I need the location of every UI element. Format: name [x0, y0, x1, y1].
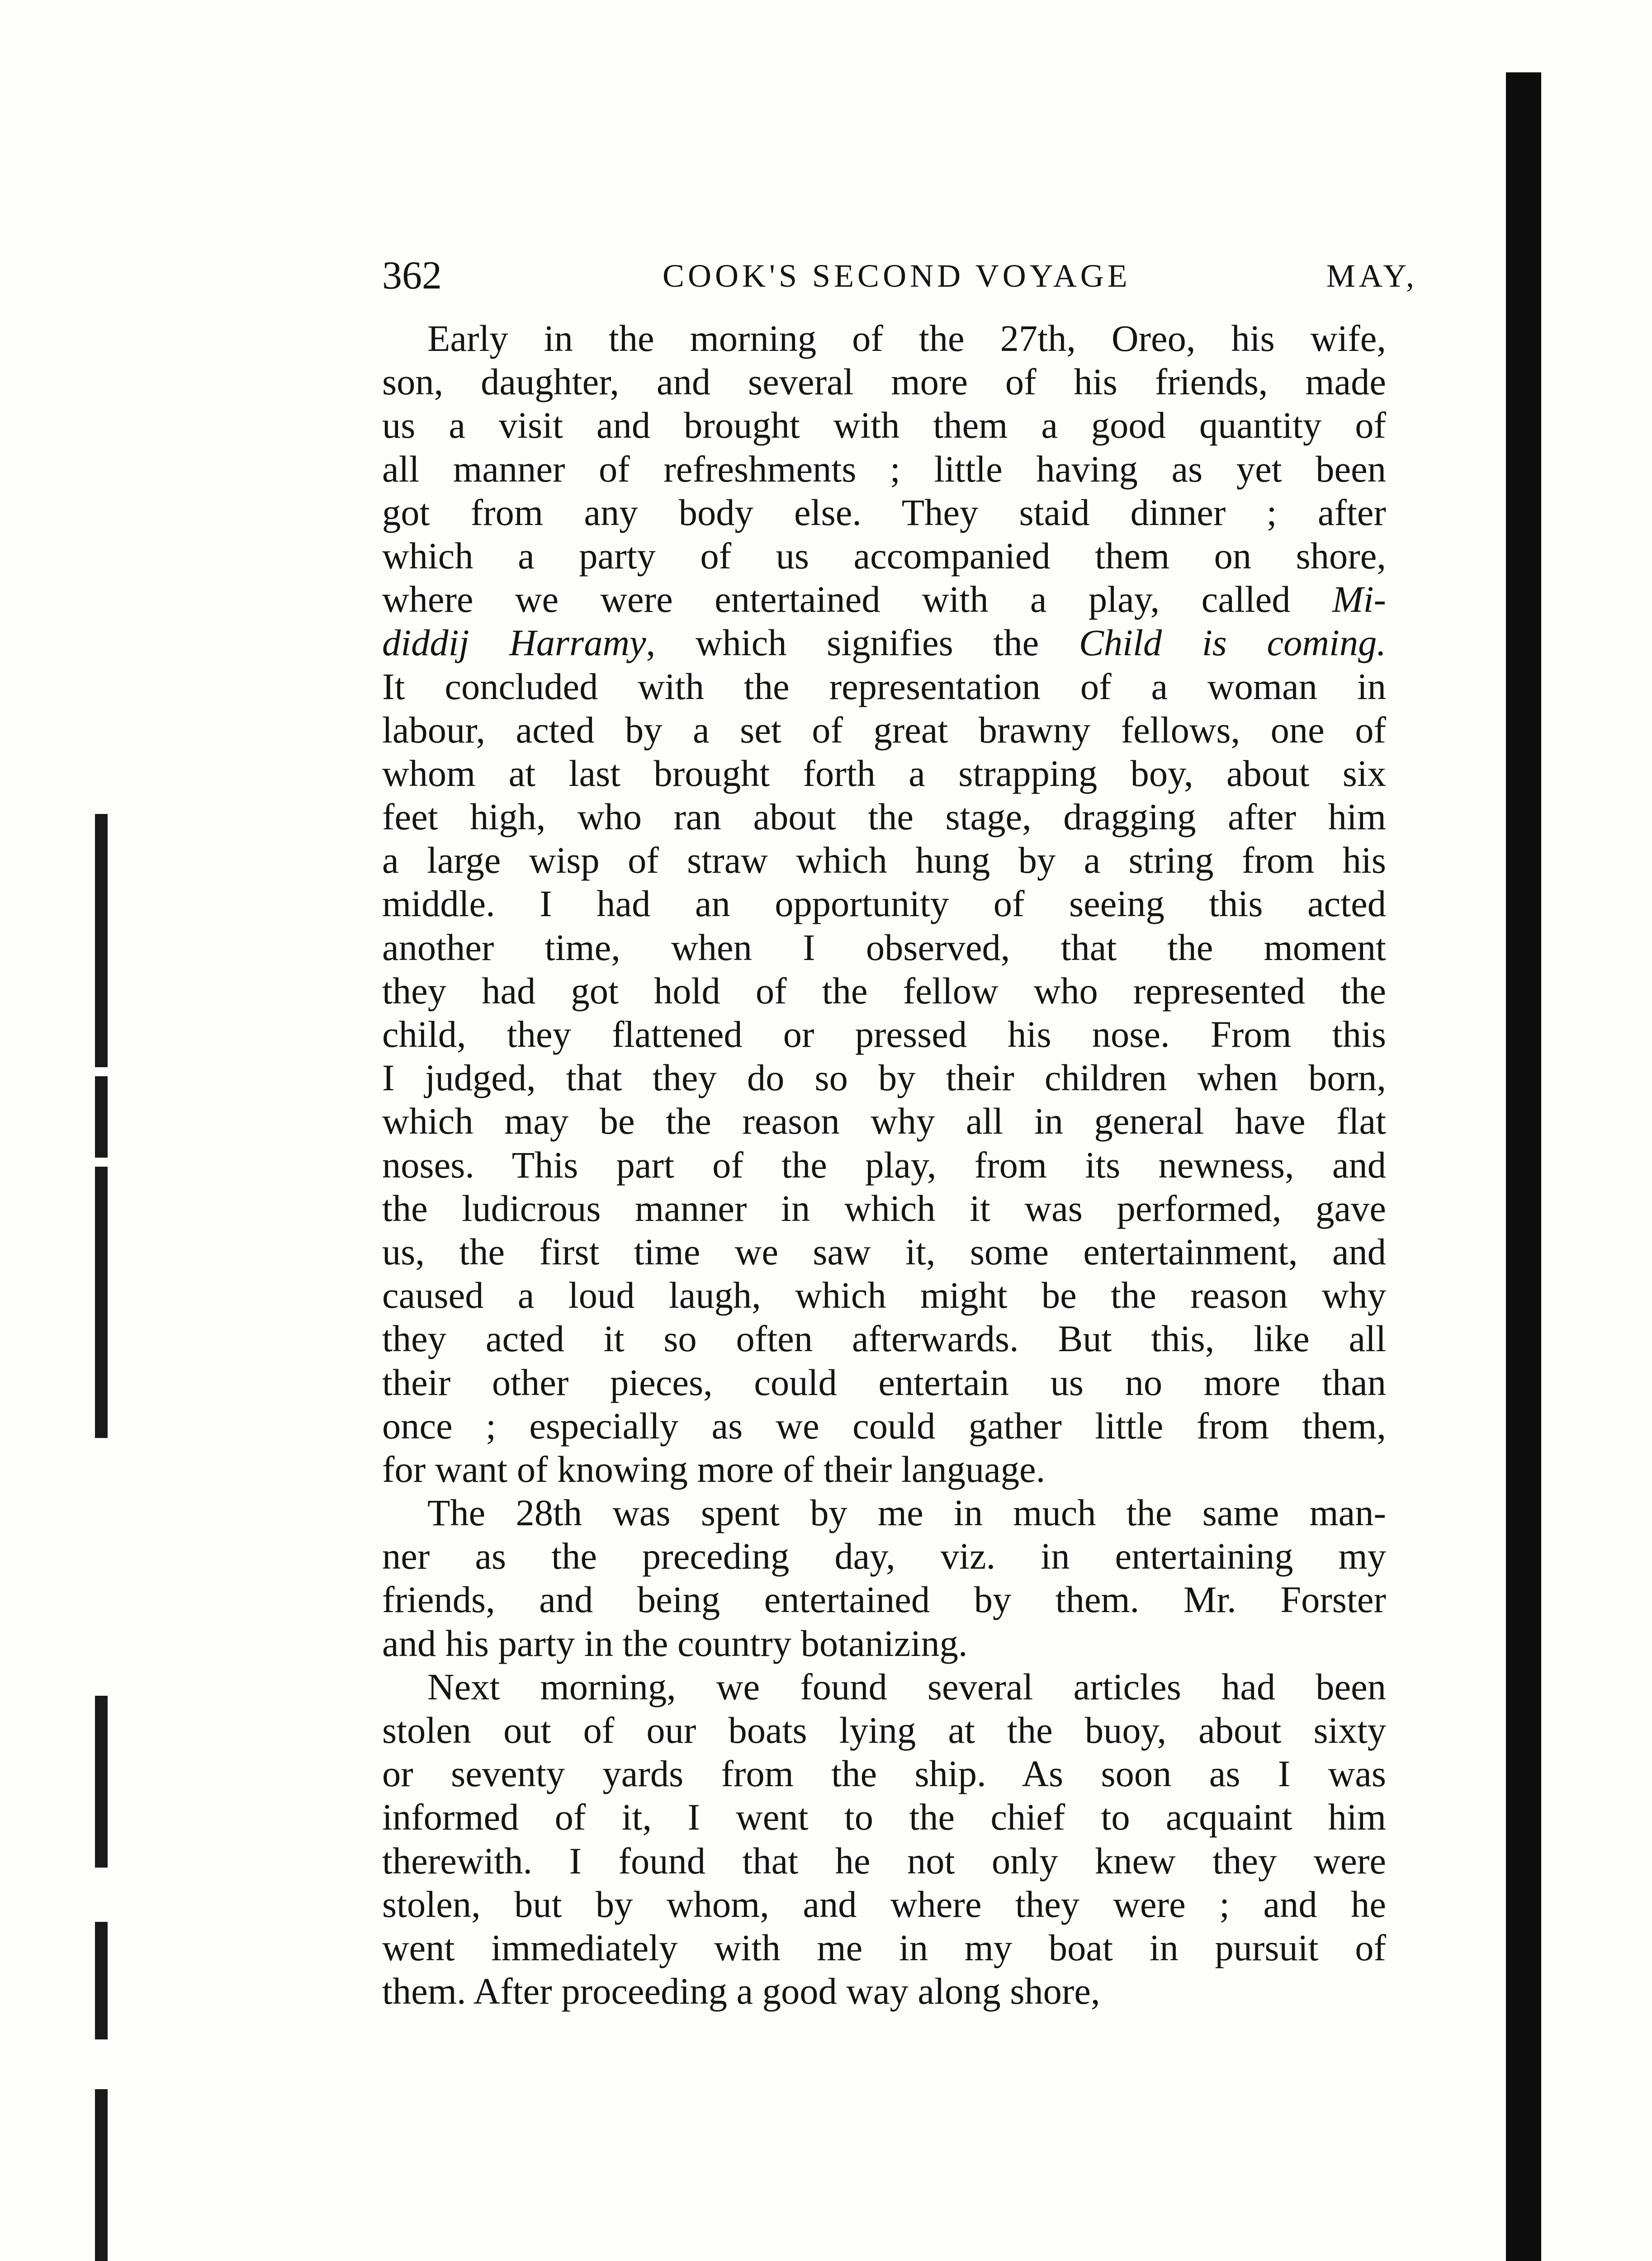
text-segment: friends, and being entertained by them. Mr. Forster	[382, 1579, 1386, 1621]
italic-text: Mi-	[1332, 578, 1386, 620]
text-line	[382, 1273, 1386, 1317]
text-line	[382, 1883, 1386, 1926]
running-title: COOK'S SECOND VOYAGE	[663, 258, 1131, 294]
text-segment: went immediately with me in my boat in pursuit of	[382, 1926, 1386, 1968]
paragraph	[382, 1665, 1386, 2013]
text-line	[382, 577, 1386, 621]
text-line	[382, 403, 1386, 447]
text-line	[382, 1056, 1386, 1099]
text-line	[382, 1447, 1386, 1491]
text-segment: they had got hold of the fellow who represented the	[382, 970, 1386, 1012]
text-line	[382, 447, 1386, 491]
text-segment: or seventy yards from the ship. As soon as I was	[382, 1753, 1386, 1795]
text-segment: I judged, that they do so by their children when born,	[382, 1057, 1386, 1099]
text-segment: the ludicrous manner in which it was performed, gave	[382, 1187, 1386, 1229]
text-line	[382, 926, 1386, 969]
italic-text: diddij Harramy	[382, 622, 646, 664]
text-line	[382, 621, 1386, 664]
text-segment: them. After proceeding a good way along shore,	[382, 1970, 1100, 2012]
text-segment: noses. This part of the play, from its newness, and	[382, 1144, 1386, 1186]
text-line	[382, 1187, 1386, 1230]
text-segment: which may be the reason why all in general have flat	[382, 1100, 1386, 1142]
text-line	[382, 969, 1386, 1012]
text-line	[382, 1926, 1386, 1969]
text-segment: and his party in the country botanizing.	[382, 1622, 968, 1664]
text-segment: feet high, who ran about the stage, dragging after him	[382, 796, 1386, 838]
text-segment: once ; especially as we could gather little from them,	[382, 1405, 1386, 1447]
text-segment: ner as the preceding day, viz. in entertaining my	[382, 1535, 1386, 1577]
text-segment: they acted it so often afterwards. But this, like all	[382, 1318, 1386, 1360]
text-line	[382, 1534, 1386, 1578]
body-text	[382, 317, 1386, 2013]
text-segment: son, daughter, and several more of his friends, made	[382, 361, 1386, 403]
text-line	[382, 317, 1386, 360]
text-line	[382, 1578, 1386, 1621]
text-segment: us, the first time we saw it, some entertainment, and	[382, 1230, 1386, 1272]
text-segment: a large wisp of straw which hung by a string from his	[382, 839, 1386, 881]
text-line	[382, 708, 1386, 752]
text-line	[382, 1230, 1386, 1273]
text-segment: therewith. I found that he not only knew they were	[382, 1840, 1386, 1882]
binding-shadow	[1506, 72, 1541, 2261]
text-segment: Early in the morning of the 27th, Oreo, his wife,	[427, 317, 1386, 359]
text-line	[382, 665, 1386, 708]
text-segment: stolen out of our boats lying at the buoy, about sixty	[382, 1709, 1386, 1751]
text-line	[382, 1795, 1386, 1839]
text-line	[382, 752, 1386, 795]
text-line	[382, 534, 1386, 577]
italic-text: Child is coming.	[1079, 622, 1387, 664]
text-segment: informed of it, I went to the chief to acquaint him	[382, 1796, 1386, 1838]
page-number: 362	[382, 254, 442, 298]
text-segment: got from any body else. They staid dinner ; after	[382, 491, 1386, 533]
scan-edge-marks	[81, 814, 118, 2261]
paragraph	[382, 1491, 1386, 1665]
text-segment: The 28th was spent by me in much the same man-	[427, 1492, 1386, 1534]
text-segment: middle. I had an opportunity of seeing this acted	[382, 883, 1386, 925]
text-segment: their other pieces, could entertain us no more than	[382, 1361, 1386, 1403]
text-segment: us a visit and brought with them a good quantity of	[382, 404, 1386, 446]
text-line	[382, 1839, 1386, 1883]
text-segment: where we were entertained with a play, called	[382, 578, 1332, 620]
text-segment: It concluded with the representation of a woman in	[382, 665, 1386, 707]
text-segment: for want of knowing more of their language.	[382, 1448, 1046, 1490]
text-line	[382, 1622, 1386, 1665]
text-segment: whom at last brought forth a strapping boy, about six	[382, 752, 1386, 794]
text-segment: child, they flattened or pressed his nose. From this	[382, 1013, 1386, 1055]
text-line	[382, 1752, 1386, 1795]
text-line	[382, 795, 1386, 838]
text-line	[382, 1665, 1386, 1708]
text-segment: caused a loud laugh, which might be the reason why	[382, 1274, 1386, 1316]
text-line	[382, 838, 1386, 882]
text-line	[382, 1491, 1386, 1534]
text-line	[382, 1404, 1386, 1447]
paragraph	[382, 317, 1386, 1491]
text-segment: another time, when I observed, that the moment	[382, 926, 1386, 968]
text-line	[382, 491, 1386, 534]
text-segment: stolen, but by whom, and where they were ; and he	[382, 1883, 1386, 1925]
text-line	[382, 1012, 1386, 1056]
text-line	[382, 882, 1386, 925]
text-line	[382, 1361, 1386, 1404]
text-segment: labour, acted by a set of great brawny fellows, one of	[382, 709, 1386, 751]
text-segment: all manner of refreshments ; little having as yet been	[382, 448, 1386, 490]
text-line	[382, 1317, 1386, 1360]
text-segment: , which signifies the	[646, 622, 1079, 664]
running-header	[382, 251, 1418, 301]
text-line	[382, 1969, 1386, 2013]
text-line	[382, 360, 1386, 403]
text-line	[382, 1143, 1386, 1187]
text-line	[382, 1708, 1386, 1752]
text-line	[382, 1099, 1386, 1143]
text-segment: Next morning, we found several articles had been	[427, 1665, 1386, 1708]
running-month: MAY,	[1326, 258, 1418, 294]
text-segment: which a party of us accompanied them on shore,	[382, 535, 1386, 577]
